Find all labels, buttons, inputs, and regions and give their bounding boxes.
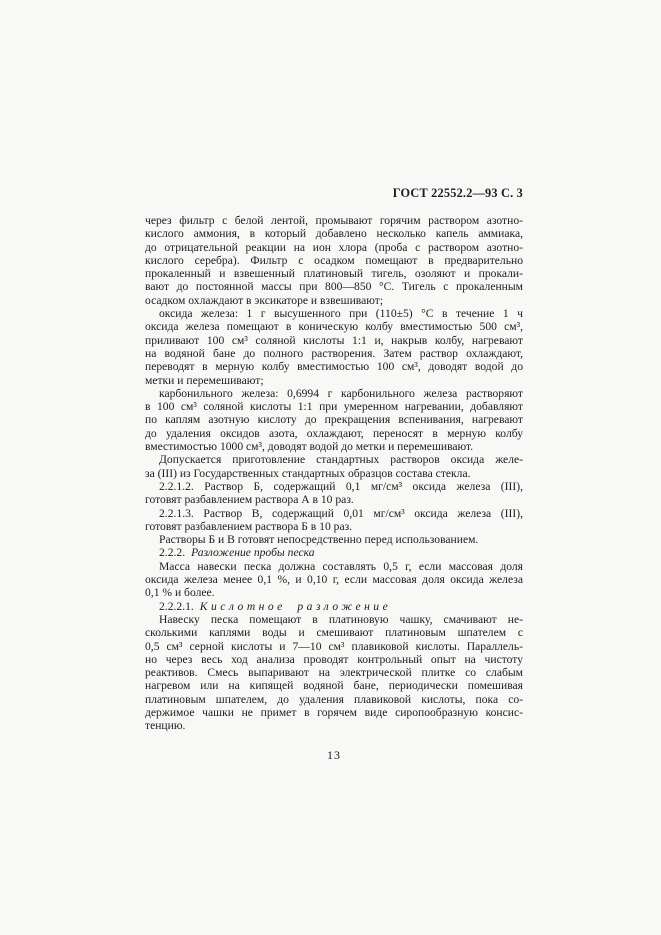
text-line: в 100 см³ соляной кислоты 1:1 при умеренном нагревании, добавляют <box>145 400 523 414</box>
section-title: Кислотное разложение <box>199 599 392 613</box>
text-line: за (III) из Государственных стандартных образцов состава стекла. <box>145 466 471 480</box>
text-line: на водяной бане до полного растворения. Затем раствор охлаждают, <box>145 346 523 360</box>
text-line: карбонильного железа: 0,6994 г карбонильного железа растворяют <box>159 386 523 400</box>
section-number: 2.2.2. <box>159 546 186 560</box>
text-line: до удаления оксидов азота, охлаждают, переносят в мерную колбу <box>145 426 523 440</box>
text-line: готовят разбавлением раствора Б в 10 раз. <box>145 519 353 533</box>
text-line: метки и перемешивают; <box>145 373 264 387</box>
body-text <box>145 214 523 733</box>
section-title: Разложение пробы песка <box>191 546 315 560</box>
text-line: тенцию. <box>145 719 186 733</box>
text-line: держимое чашки не примет в горячем виде сиропообразную консис- <box>145 705 523 719</box>
text-line: кислого аммония, в который добавлено несколько капель аммиака, <box>145 227 523 241</box>
text-line: переводят в мерную колбу вместимостью 100 см³, доводят водой до <box>145 360 523 374</box>
text-line: сколькими каплями воды и смешивают платиновым шпателем с <box>145 626 523 640</box>
text-line <box>145 600 523 613</box>
text-line: Навеску песка помещают в платиновую чашку, смачивают не- <box>159 612 523 626</box>
text-line: нагревом или на кипящей водяной бане, периодически помешивая <box>145 679 523 693</box>
text-line: через фильтр с белой лентой, промывают горячим раствором азотно- <box>145 214 523 227</box>
text-line: но через весь ход анализа проводят контрольный опыт на чистоту <box>145 652 523 666</box>
text-line: Масса навески песка должна составлять 0,5 г, если массовая доля <box>159 559 523 573</box>
section-number: 2.2.2.1. <box>159 599 194 613</box>
page-number: 13 <box>327 747 341 762</box>
text-line: оксида железа менее 0,1 %, и 0,10 г, если массовая доля оксида железа <box>145 573 523 587</box>
text-line: кислого серебра). Фильтр с осадком помещают в предварительно <box>145 253 523 267</box>
text-line: оксида железа: 1 г высушенного при (110±5) °С в течение 1 ч <box>159 307 523 321</box>
text-line: 0,5 см³ серной кислоты и 7—10 см³ плавиковой кислоты. Параллель- <box>145 639 523 653</box>
text-line: приливают 100 см³ соляной кислоты 1:1 и, накрыв колбу, нагревают <box>145 333 523 347</box>
page-content-area <box>145 187 523 763</box>
text-line: вместимостью 1000 см³, доводят водой до метки и перемешивают. <box>145 440 474 454</box>
text-line: готовят разбавлением раствора А в 10 раз. <box>145 493 354 507</box>
text-line: 0,1 % и более. <box>145 586 215 600</box>
text-line: платиновым шпателем, до удаления плавиковой кислоты, пока со- <box>145 692 523 706</box>
text-line <box>145 546 523 559</box>
text-line: Допускается приготовление стандартных растворов оксида желе- <box>159 453 523 467</box>
document-header-gost-number: ГОСТ 22552.2—93 С. 3 <box>392 186 523 200</box>
text-line: 2.2.1.2. Раствор Б, содержащий 0,1 мг/см³ оксида железа (III), <box>159 479 523 493</box>
text-line: Растворы Б и В готовят непосредственно перед использованием. <box>159 533 479 547</box>
text-line: до отрицательной реакции на ион хлора (проба с раствором азотно- <box>145 240 523 254</box>
text-line: реактивов. Смесь выпаривают на электрической плитке со слабым <box>145 666 523 680</box>
text-line: прокаленный и взвешенный платиновый тигель, озоляют и прокали- <box>145 267 523 281</box>
text-line: вают до постоянной массы при 800—850 °С. Тигель с прокаленным <box>145 280 523 294</box>
text-line: по каплям азотную кислоту до прекращения вспенивания, нагревают <box>145 413 523 427</box>
text-line: осадком охлаждают в эксикаторе и взвешивают; <box>145 293 384 307</box>
text-line: оксида железа помещают в коническую колбу вместимостью 500 см³, <box>145 320 523 334</box>
text-line: 2.2.1.3. Раствор В, содержащий 0,01 мг/см³ оксида железа (III), <box>159 506 523 520</box>
